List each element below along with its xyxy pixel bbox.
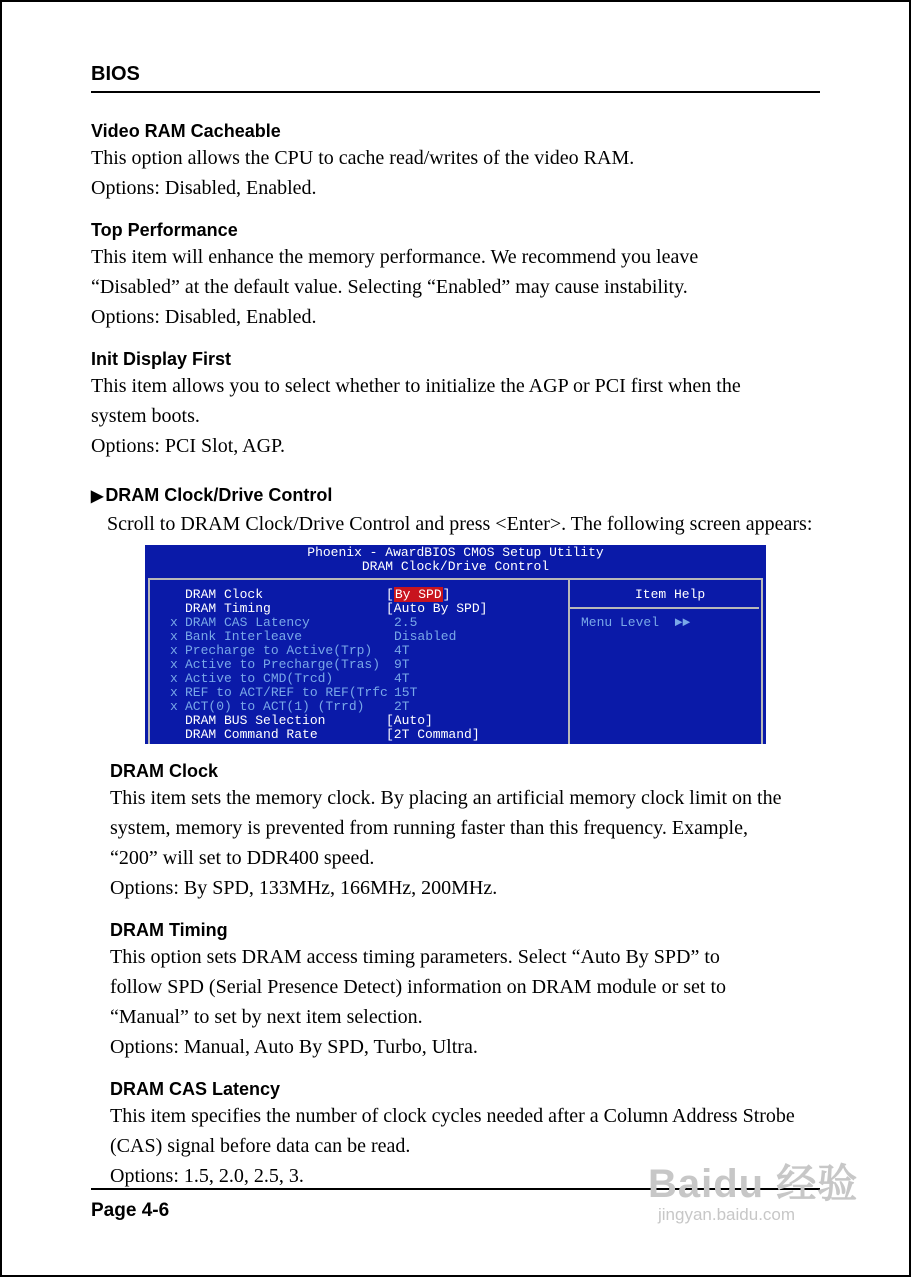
bios-help-divider bbox=[570, 607, 759, 609]
bios-row-value[interactable]: [2T Command] bbox=[386, 727, 480, 742]
dram-timing-line: This option sets DRAM access timing parameters. Select “Auto By SPD” to bbox=[110, 946, 720, 968]
dram-timing-line: “Manual” to set by next item selection. bbox=[110, 1006, 423, 1028]
bios-row-prefix: x bbox=[170, 629, 178, 644]
bios-row-label: Precharge to Active(Trp) bbox=[185, 643, 373, 658]
dram-clock-heading: DRAM Clock bbox=[110, 761, 219, 781]
bios-bracket: [ bbox=[386, 587, 394, 602]
dram-clock-line: “200” will set to DDR400 speed. bbox=[110, 847, 375, 869]
bios-selected-value[interactable]: By SPD bbox=[394, 587, 442, 602]
dram-clock-line: This item sets the memory clock. By placing an artificial memory clock limit on the bbox=[110, 787, 782, 809]
dram-cas-line: (CAS) signal before data can be read. bbox=[110, 1135, 411, 1157]
bios-title: Phoenix - AwardBIOS CMOS Setup Utility bbox=[307, 545, 604, 560]
dram-cas-line: This item specifies the number of clock cycles needed after a Column Address Strobe bbox=[110, 1105, 795, 1127]
bios-row-label[interactable]: DRAM Clock bbox=[185, 587, 264, 602]
bios-row-prefix: x bbox=[170, 643, 178, 658]
dram-clock-line: system, memory is prevented from running faster than this frequency. Example, bbox=[110, 817, 748, 839]
top-performance-options: Options: Disabled, Enabled. bbox=[91, 306, 317, 328]
bios-menu-level-text: Menu Level bbox=[581, 615, 660, 630]
dram-timing-line: follow SPD (Serial Presence Detect) information on DRAM module or set to bbox=[110, 976, 726, 998]
bios-row-prefix: x bbox=[170, 657, 178, 672]
triangle-right-icon: ▶ bbox=[91, 488, 104, 505]
dram-control-intro: Scroll to DRAM Clock/Drive Control and press <Enter>. The following screen appears: bbox=[107, 513, 813, 535]
watermark-url: jingyan.baidu.com bbox=[658, 1205, 796, 1224]
bios-row-prefix: x bbox=[170, 671, 178, 686]
page-border-top bbox=[0, 0, 911, 2]
header-rule bbox=[91, 91, 820, 93]
bios-help-panel bbox=[568, 578, 763, 744]
dram-cas-options: Options: 1.5, 2.0, 2.5, 3. bbox=[110, 1165, 304, 1187]
page-number: Page 4-6 bbox=[91, 1200, 170, 1221]
dram-control-heading bbox=[91, 485, 332, 506]
init-display-line: system boots. bbox=[91, 405, 200, 427]
bios-row-value[interactable] bbox=[386, 587, 450, 602]
bios-row-value: 2T bbox=[394, 699, 410, 714]
top-performance-heading: Top Performance bbox=[91, 220, 238, 240]
page-border-bottom bbox=[0, 1275, 911, 1277]
bios-row-value[interactable]: [Auto By SPD] bbox=[386, 601, 488, 616]
bios-row-label: DRAM CAS Latency bbox=[185, 615, 310, 630]
dram-clock-options: Options: By SPD, 133MHz, 166MHz, 200MHz. bbox=[110, 877, 498, 899]
bios-row-value[interactable]: [Auto] bbox=[386, 713, 433, 728]
bios-subtitle: DRAM Clock/Drive Control bbox=[361, 559, 550, 574]
bios-row-value: Disabled bbox=[394, 629, 457, 644]
watermark-brand: Baidu 经验 bbox=[648, 1162, 859, 1206]
dram-control-heading-text: DRAM Clock/Drive Control bbox=[105, 485, 333, 505]
dram-timing-options: Options: Manual, Auto By SPD, Turbo, Ultra. bbox=[110, 1036, 478, 1058]
video-ram-line: This option allows the CPU to cache read/writes of the video RAM. bbox=[91, 147, 635, 169]
video-ram-options: Options: Disabled, Enabled. bbox=[91, 177, 317, 199]
bios-row-prefix: x bbox=[170, 685, 178, 700]
init-display-options: Options: PCI Slot, AGP. bbox=[91, 435, 285, 457]
bios-row-prefix: x bbox=[170, 699, 178, 714]
init-display-line: This item allows you to select whether to initialize the AGP or PCI first when the bbox=[91, 375, 741, 397]
bios-menu-level-label bbox=[581, 615, 690, 630]
bios-row-value: 4T bbox=[394, 671, 410, 686]
bios-row-label: ACT(0) to ACT(1) (Trrd) bbox=[185, 699, 365, 714]
bios-row-label[interactable]: DRAM Timing bbox=[185, 601, 271, 616]
double-arrow-icon: ►► bbox=[674, 615, 691, 630]
page-border-left bbox=[0, 0, 2, 1277]
init-display-heading: Init Display First bbox=[91, 349, 232, 369]
bios-item-help-label: Item Help bbox=[635, 587, 706, 602]
page-header-title: BIOS bbox=[91, 63, 140, 85]
bios-row-label: Active to Precharge(Tras) bbox=[185, 657, 381, 672]
top-performance-line: This item will enhance the memory performance. We recommend you leave bbox=[91, 246, 699, 268]
bios-row-value: 9T bbox=[394, 657, 410, 672]
bios-bracket: ] bbox=[442, 587, 451, 602]
top-performance-line: “Disabled” at the default value. Selecting “Enabled” may cause instability. bbox=[91, 276, 688, 298]
bios-screen bbox=[145, 545, 766, 744]
dram-cas-heading: DRAM CAS Latency bbox=[110, 1079, 281, 1099]
dram-timing-heading: DRAM Timing bbox=[110, 920, 228, 940]
bios-row-value: 2.5 bbox=[394, 615, 418, 630]
bios-row-prefix: x bbox=[170, 615, 178, 630]
bios-row-label[interactable]: DRAM Command Rate bbox=[185, 727, 318, 742]
bios-row-value: 15T bbox=[394, 685, 418, 700]
watermark bbox=[648, 1152, 858, 1225]
bios-row-label: REF to ACT/REF to REF(Trfc bbox=[185, 685, 388, 700]
bios-row-label: Bank Interleave bbox=[185, 629, 303, 644]
bios-row-label: Active to CMD(Trcd) bbox=[185, 671, 334, 686]
bios-row-label[interactable]: DRAM BUS Selection bbox=[185, 713, 326, 728]
bios-row-value: 4T bbox=[394, 643, 410, 658]
video-ram-heading: Video RAM Cacheable bbox=[91, 121, 281, 141]
